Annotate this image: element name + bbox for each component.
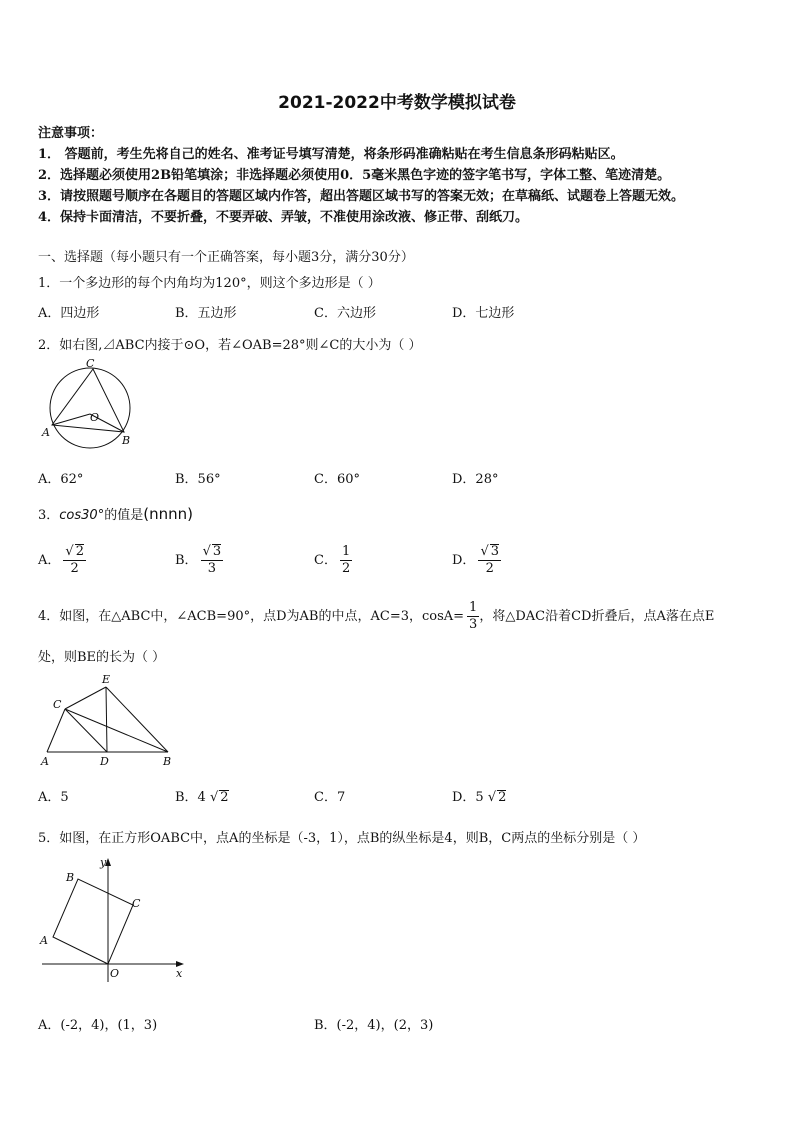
q3-a-radicand: 2 <box>75 544 84 559</box>
q3-a-fraction: $\frac{√ 2}{2}$ <box>65 544 84 576</box>
q3-c-num: 1 <box>341 544 351 559</box>
q1-option-b: B．五边形 <box>175 306 237 321</box>
q1-option-d: D．七边形 <box>452 306 515 321</box>
label-y: y <box>100 856 107 869</box>
q4-d-radicand: 2 <box>498 790 507 805</box>
note-item-2: 2．选择题必须使用2B铅笔填涂；非选择题必须使用0．5毫米黑色字迹的签字笔书写，字体工整、笔迹清楚。 <box>38 168 671 183</box>
q4-option-a <box>38 786 69 805</box>
q4-a-text: A．5 <box>38 790 69 805</box>
page-title: 2021-2022中考数学模拟试卷 <box>278 93 516 113</box>
label-d: D <box>100 755 109 768</box>
q3-d-fraction: $\frac{√ 3}{2}$ <box>480 544 500 576</box>
q3-b-letter: B． <box>175 553 198 568</box>
label-c: C <box>53 698 62 711</box>
q3-option-a <box>38 544 86 577</box>
q4-stem-part-b: ，将△DAC沿着CD折叠后，点A落在点E <box>479 609 715 624</box>
q4-d-text: D．5 <box>452 790 484 805</box>
q3-d-den: 2 <box>485 561 494 576</box>
segment-cd <box>65 709 107 752</box>
note-item-4: 4．保持卡面清洁，不要折叠，不要弄破、弄皱，不准使用涂改液、修正带、刮纸刀。 <box>38 210 529 225</box>
section-heading: 一、选择题（每小题只有一个正确答案，每小题3分，满分30分） <box>38 250 414 265</box>
q2-option-c: C．60° <box>314 472 360 487</box>
q4-cos-fraction <box>467 600 479 633</box>
q1-option-c: C．六边形 <box>314 306 376 321</box>
q2-option-d: D．28° <box>452 472 499 487</box>
q4-stem-part-a: 4．如图，在△ABC中，∠ACB=90°，点D为AB的中点，AC=3，cosA= <box>38 609 465 624</box>
label-e: E <box>102 673 111 686</box>
question-1-stem: 1．一个多边形的每个内角均为120°，则这个多边形是（ ） <box>38 276 381 291</box>
q3-option-b <box>175 544 223 577</box>
q5-option-b: B．(-2，4)，(2，3) <box>314 1018 434 1033</box>
question-2-stem: 2．如右图,⊿ABC内接于⊙O，若∠OAB=28°则∠C的大小为（ ） <box>38 338 422 353</box>
q3-function: cos30° <box>59 508 105 523</box>
label-b: B <box>163 755 172 768</box>
note-item-3: 3．请按照题号顺序在各题目的答题区域内作答，超出答题区域书写的答案无效；在草稿纸、试题卷上答题无效。 <box>38 189 685 204</box>
q3-rest: 的值是 <box>104 508 144 523</box>
q4-b-radicand: 2 <box>220 790 229 805</box>
segment-eb <box>106 687 168 752</box>
q3-a-letter: A． <box>38 553 61 568</box>
q3-b-den: 3 <box>207 561 216 576</box>
segment-ce <box>65 687 106 709</box>
q3-option-d <box>452 544 501 577</box>
question-5-stem: 5．如图，在正方形OABC中，点A的坐标是（-3，1），点B的纵坐标是4，则B，C两点的坐标分别是（ ） <box>38 831 646 846</box>
q5-option-a: A．(-2，4)，(1，3) <box>38 1018 158 1033</box>
label-a: A <box>40 934 48 947</box>
q4-option-c <box>314 786 345 805</box>
q4-c-text: C．7 <box>314 790 346 805</box>
q3-d-letter: D． <box>452 553 476 568</box>
label-o: O <box>110 967 120 980</box>
q3-a-den: 2 <box>70 561 79 576</box>
q3-c-fraction <box>340 544 352 577</box>
q2-circle-figure <box>38 358 148 450</box>
q3-d-radicand: 3 <box>490 544 500 559</box>
segment-ac <box>47 709 65 752</box>
label-a: A <box>41 755 49 768</box>
q1-option-a: A．四边形 <box>38 306 100 321</box>
square-oabc <box>53 879 133 964</box>
label-x: x <box>176 967 183 980</box>
segment-oa <box>52 414 90 425</box>
q4-triangle-figure <box>38 672 178 770</box>
q3-b-fraction: $\frac{√ 3}{3}$ <box>202 544 222 576</box>
label-a: A <box>42 426 50 439</box>
label-b: B <box>66 871 75 884</box>
q4-frac-num: 1 <box>469 600 478 615</box>
notes-heading: 注意事项： <box>38 126 104 141</box>
q4-option-b: B．4 √ 2 <box>175 790 229 805</box>
q2-option-b: B．56° <box>175 472 221 487</box>
circle-o <box>50 368 130 448</box>
q4-b-text: B．4 <box>175 790 206 805</box>
segment-ed <box>106 687 107 752</box>
q4-frac-den: 3 <box>469 617 478 632</box>
label-c: C <box>86 358 95 370</box>
question-3-stem <box>38 504 193 523</box>
q5-square-figure <box>38 854 190 988</box>
label-o: O <box>90 411 100 424</box>
note-item-1: 1． 答题前，考生先将自己的姓名、准考证号填写清楚，将条形码准确粘贴在考生信息条形码粘贴区。 <box>38 147 624 162</box>
segment-cb <box>65 709 168 752</box>
q3-c-den: 2 <box>341 561 351 576</box>
q3-paren: (nnnn) <box>143 505 193 523</box>
q3-number: 3． <box>38 508 60 523</box>
q3-b-radicand: 3 <box>212 544 222 559</box>
label-b: B <box>122 434 131 447</box>
q3-option-c <box>314 544 352 577</box>
q4-option-d: D．5 √ 2 <box>452 790 507 805</box>
question-4-stem-line2: 处，则BE的长为（ ） <box>38 650 166 665</box>
label-c: C <box>132 897 141 910</box>
q3-c-letter: C． <box>314 553 337 568</box>
question-4-stem-line1 <box>38 600 714 633</box>
q2-option-a: A．62° <box>38 472 84 487</box>
